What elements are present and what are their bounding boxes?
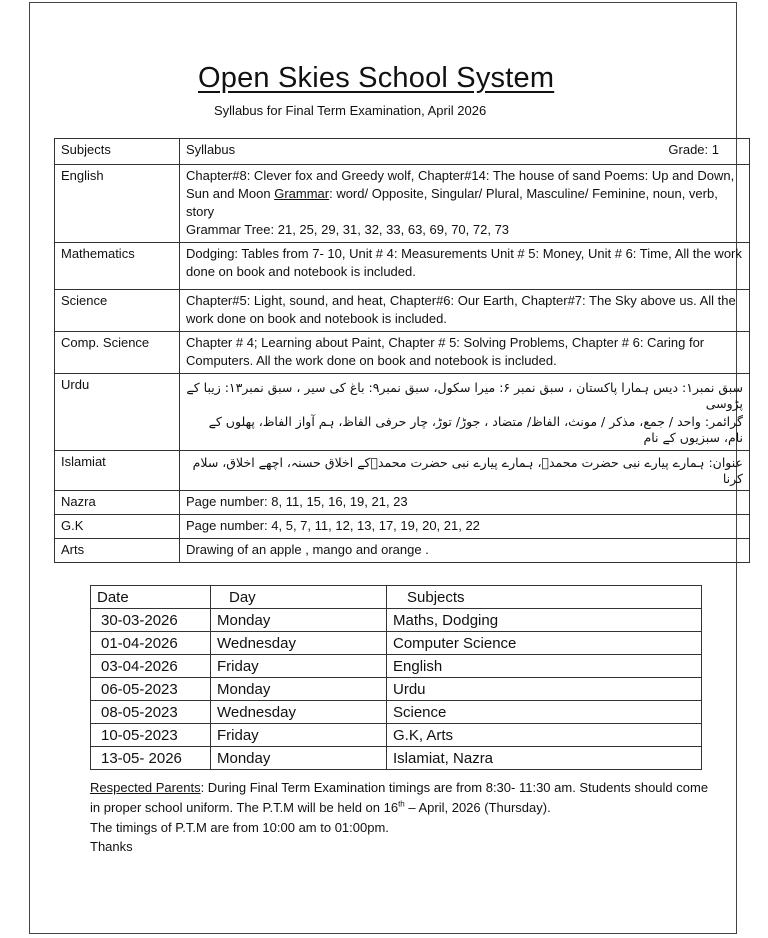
subjects-cell: Science <box>387 701 702 724</box>
syllabus-row-english <box>55 165 750 243</box>
syllabus-cell <box>180 165 750 243</box>
subject-cell: Science <box>55 290 180 332</box>
date-sheet-row <box>91 609 702 632</box>
subject-cell: Arts <box>55 539 180 563</box>
exam-subtitle: Syllabus for Final Term Examination, April 2026 <box>214 103 487 118</box>
respected-parents-label: Respected Parents <box>90 780 201 795</box>
grammar-label: Grammar <box>274 186 330 201</box>
date-cell: 13-05- 2026 <box>91 747 211 770</box>
syllabus-row-arts <box>55 539 750 563</box>
date-sheet-row <box>91 701 702 724</box>
subject-cell: Nazra <box>55 491 180 515</box>
notice-paragraph <box>90 778 710 818</box>
subjects-cell: G.K, Arts <box>387 724 702 747</box>
date-cell: 01-04-2026 <box>91 632 211 655</box>
header-subjects: Subjects <box>387 586 702 609</box>
day-cell: Wednesday <box>211 701 387 724</box>
syllabus-row-science <box>55 290 750 332</box>
ordinal-suffix: th <box>398 799 405 809</box>
date-sheet-table <box>90 585 702 770</box>
notice-text: : During Final Term Examination timings are from 8:30- 11:30 am. Students should come in proper school uniform. The P.T.M will be held on 16 <box>90 780 709 815</box>
subject-cell: Islamiat <box>55 451 180 491</box>
syllabus-cell <box>180 374 750 451</box>
urdu-lessons-text: سبق نمبر۱: دیس ہمارا پاکستان ، سبق نمبر ۶: میرا سکول، سبق نمبر۹: باغ کی سیر ، سبق نمبر۱۳: زیبا کے پڑوسی <box>186 380 743 411</box>
urdu-grammar-text: گرائمر: واحد / جمع، مذکر / مونث، الفاظ/ متضاد ، جوڑ/ توڑ، چار حرفی الفاظ، ہم آواز الفاظ، پھلوں کے نام، سبزیوں کے نام <box>208 414 743 445</box>
header-date: Date <box>91 586 211 609</box>
header-day: Day <box>211 586 387 609</box>
date-sheet-row <box>91 655 702 678</box>
header-subjects: Subjects <box>55 139 180 165</box>
english-chapters-text: Chapter#8: Clever fox and Greedy wolf, Chapter#14: The house of sand Poems: Up and Down, Sun and Moon <box>186 168 735 201</box>
syllabus-row-comp-science <box>55 332 750 374</box>
date-cell: 30-03-2026 <box>91 609 211 632</box>
date-cell: 08-05-2023 <box>91 701 211 724</box>
syllabus-cell: Chapter#5: Light, sound, and heat, Chapter#6: Our Earth, Chapter#7: The Sky above us. All the work done on book and notebook is included. <box>180 290 750 332</box>
subjects-cell: Urdu <box>387 678 702 701</box>
day-cell: Monday <box>211 609 387 632</box>
day-cell: Monday <box>211 747 387 770</box>
day-cell: Friday <box>211 724 387 747</box>
subject-cell: Comp. Science <box>55 332 180 374</box>
date-sheet-row <box>91 632 702 655</box>
syllabus-cell: Page number: 4, 5, 7, 11, 12, 13, 17, 19, 20, 21, 22 <box>180 515 750 539</box>
subjects-cell: Islamiat, Nazra <box>387 747 702 770</box>
subjects-cell: Computer Science <box>387 632 702 655</box>
subject-cell: G.K <box>55 515 180 539</box>
ptm-timings: The timings of P.T.M are from 10:00 am to 01:00pm. <box>90 819 389 835</box>
grammar-tree-text: Grammar Tree: 21, 25, 29, 31, 32, 33, 63, 69, 70, 72, 73 <box>186 222 510 237</box>
subject-cell: English <box>55 165 180 243</box>
syllabus-cell: عنوان: ہمارے پیارے نبی حضرت محمدؐ، ہمارے پیارے نبی حضرت محمدؐکے اخلاق حسنہ، اچھے اخلاق، سلام کرنا <box>180 451 750 491</box>
subjects-cell: English <box>387 655 702 678</box>
syllabus-cell: Chapter # 4; Learning about Paint, Chapter # 5: Solving Problems, Chapter # 6: Caring for Computers. All the work done on book and notebook is included. <box>180 332 750 374</box>
day-cell: Monday <box>211 678 387 701</box>
subject-cell: Urdu <box>55 374 180 451</box>
subject-cell: Mathematics <box>55 243 180 290</box>
english-grammar-text: : word/ Opposite, Singular/ Plural, Masculine/ Feminine, noun, verb, story <box>186 186 718 219</box>
header-syllabus-label: Syllabus <box>186 142 236 157</box>
thanks-text: Thanks <box>90 839 133 855</box>
syllabus-cell: Dodging: Tables from 7- 10, Unit # 4: Measurements Unit # 5: Money, Unit # 6: Time, All the work done on book and notebook is included. <box>180 243 750 290</box>
syllabus-cell: Page number: 8, 11, 15, 16, 19, 21, 23 <box>180 491 750 515</box>
date-cell: 03-04-2026 <box>91 655 211 678</box>
syllabus-cell: Drawing of an apple , mango and orange . <box>180 539 750 563</box>
date-sheet-header-row <box>91 586 702 609</box>
date-cell: 06-05-2023 <box>91 678 211 701</box>
syllabus-header-row <box>55 139 750 165</box>
date-cell: 10-05-2023 <box>91 724 211 747</box>
syllabus-row-islamiat <box>55 451 750 491</box>
day-cell: Wednesday <box>211 632 387 655</box>
date-sheet-row <box>91 678 702 701</box>
header-syllabus <box>180 139 750 165</box>
syllabus-row-gk <box>55 515 750 539</box>
date-sheet-row <box>91 747 702 770</box>
notice-date-text: – April, 2026 (Thursday). <box>404 799 551 815</box>
day-cell: Friday <box>211 655 387 678</box>
syllabus-table <box>54 138 750 563</box>
syllabus-row-nazra <box>55 491 750 515</box>
syllabus-row-urdu <box>55 374 750 451</box>
subjects-cell: Maths, Dodging <box>387 609 702 632</box>
parents-notice <box>90 778 710 857</box>
date-sheet-row <box>91 724 702 747</box>
school-name-title: Open Skies School System <box>198 62 555 94</box>
syllabus-row-mathematics <box>55 243 750 290</box>
grade-label: Grade: 1 <box>668 142 719 157</box>
